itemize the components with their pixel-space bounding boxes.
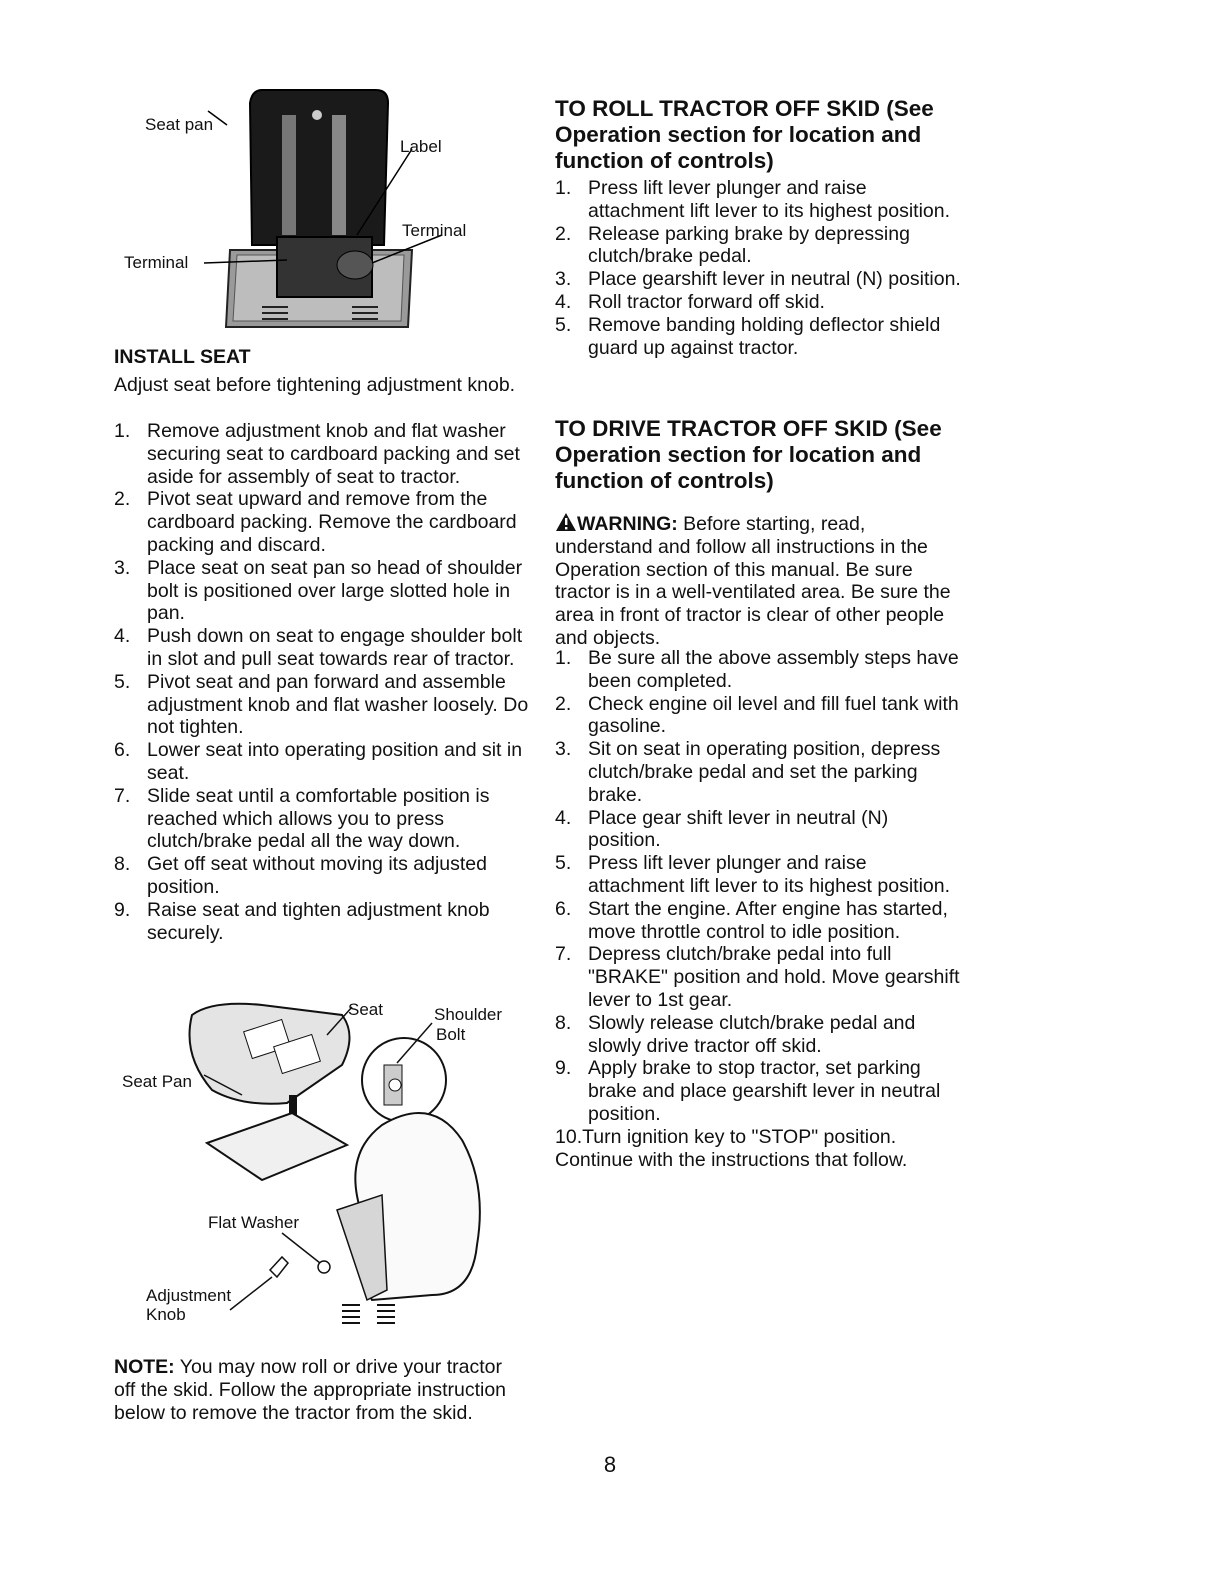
- step-number: 1.: [555, 177, 572, 199]
- step-number: 8.: [555, 1011, 572, 1034]
- step-text: Press lift lever plunger and raise attachment lift lever to its highest position.: [588, 177, 951, 222]
- step-number: 1.: [114, 420, 131, 442]
- bolt-label: Bolt: [436, 1025, 466, 1044]
- step-number: 9.: [114, 898, 131, 921]
- page-number: 8: [603, 1452, 617, 1477]
- step-number: 3.: [555, 738, 572, 761]
- step-number: 6.: [555, 897, 572, 920]
- warning-text: Before starting, read, understand and follow all instructions in the Operation section of this manual. Be sure tractor is in a well-ventilated area. Be sure the area in front of tractor is clear of other people and objects.: [555, 513, 951, 649]
- step-item: [114, 739, 529, 785]
- label-label: Label: [400, 137, 442, 156]
- step-text: Pivot seat upward and remove from the cardboard packing. Remove the cardboard packing and discard.: [147, 488, 517, 556]
- install-seat-heading: INSTALL SEAT: [114, 346, 251, 368]
- step-text: Sit on seat in operating position, depress clutch/brake pedal and set the parking brake.: [588, 738, 941, 806]
- drive-off-step-list: [555, 647, 965, 1126]
- step-text: Push down on seat to engage shoulder bolt in slot and pull seat towards rear of tractor.: [147, 625, 523, 670]
- seat-pan-label-2: Seat Pan: [122, 1072, 192, 1091]
- step-item: [555, 314, 965, 360]
- step-text: Raise seat and tighten adjustment knob securely.: [147, 898, 490, 944]
- step-text: Start the engine. After engine has started, move throttle control to idle position.: [588, 897, 948, 943]
- step-text: Roll tractor forward off skid.: [588, 290, 825, 313]
- step-item: [555, 738, 965, 806]
- step-item: [114, 625, 529, 671]
- note-paragraph: [114, 1356, 524, 1424]
- step-number: 2.: [114, 488, 131, 511]
- step-item: [555, 1057, 965, 1125]
- roll-off-steps: [555, 177, 965, 359]
- step-number: 9.: [555, 1057, 572, 1080]
- step-item: [114, 785, 529, 853]
- install-seat-step-list: [114, 420, 529, 944]
- step-number: 3.: [114, 556, 131, 579]
- flat-washer-label: Flat Washer: [208, 1213, 300, 1232]
- warning-triangle-icon: [555, 512, 577, 532]
- step-number: 5.: [114, 670, 131, 693]
- warning-paragraph: [555, 512, 967, 650]
- step-number: 4.: [555, 806, 572, 829]
- step-text: Slowly release clutch/brake pedal and slowly drive tractor off skid.: [588, 1011, 916, 1057]
- step-item: [555, 223, 965, 269]
- step-number: 3.: [555, 268, 572, 291]
- note-label: NOTE:: [114, 1356, 175, 1378]
- step-number: 5.: [555, 313, 572, 336]
- step-item: [555, 268, 965, 291]
- drive-off-step-10: 10.Turn ignition key to "STOP" position.: [555, 1125, 897, 1148]
- seat-label: Seat: [348, 1000, 383, 1019]
- drive-off-heading: TO DRIVE TRACTOR OFF SKID (See Operation section for location and function of controls): [555, 416, 942, 493]
- step-number: 4.: [555, 290, 572, 313]
- shoulder-label: Shoulder: [434, 1005, 503, 1024]
- terminal-right-label: Terminal: [402, 221, 467, 240]
- step-text: Press lift lever plunger and raise attachment lift lever to its highest position.: [588, 852, 951, 897]
- step-text: Pivot seat and pan forward and assemble adjustment knob and flat washer loosely. Do not tighten.: [147, 670, 529, 739]
- seat-assembly-figure: [112, 995, 532, 1340]
- seat-pan-label: Seat pan: [145, 115, 214, 134]
- step-number: 5.: [555, 852, 572, 875]
- step-item: [114, 488, 529, 556]
- knob-label: Knob: [146, 1305, 186, 1324]
- step-number: 8.: [114, 853, 131, 876]
- adjustment-label: Adjustment: [146, 1286, 232, 1305]
- warning-label: WARNING:: [577, 513, 678, 535]
- step-number: 1.: [555, 647, 572, 669]
- step-number: 7.: [114, 784, 131, 807]
- step-text: Place seat on seat pan so head of shoulder bolt is positioned over large slotted hole in pan.: [147, 556, 523, 625]
- step-number: 2.: [555, 692, 572, 715]
- note-text: You may now roll or drive your tractor off the skid. Follow the appropriate instruction below to remove the tractor from the skid.: [114, 1356, 507, 1424]
- step-number: 7.: [555, 943, 572, 966]
- step-item: [555, 177, 965, 223]
- step-item: [114, 420, 529, 488]
- install-seat-steps: [114, 420, 529, 944]
- step-item: [114, 899, 529, 945]
- step-number: 2.: [555, 222, 572, 245]
- step-item: [114, 671, 529, 739]
- step-text: Remove adjustment knob and flat washer securing seat to cardboard packing and set aside for assembly of seat to tractor.: [147, 420, 520, 488]
- step-number: 4.: [114, 625, 131, 648]
- step-text: Check engine oil level and fill fuel tank with gasoline.: [588, 692, 959, 738]
- step-item: [114, 557, 529, 625]
- drive-off-steps: [555, 647, 965, 1171]
- step-item: [555, 807, 965, 853]
- step-text: Depress clutch/brake pedal into full "BRAKE" position and hold. Move gearshift lever to 1st gear.: [588, 943, 960, 1011]
- step-text: Lower seat into operating position and sit in seat.: [147, 739, 523, 784]
- step-item: [555, 852, 965, 898]
- step-item: [555, 647, 965, 693]
- step-text: Apply brake to stop tractor, set parking brake and place gearshift lever in neutral position.: [588, 1057, 941, 1125]
- install-seat-intro: Adjust seat before tightening adjustment knob.: [114, 374, 516, 396]
- step-item: [555, 943, 965, 1011]
- step-item: [555, 291, 965, 314]
- step-text: Remove banding holding deflector shield guard up against tractor.: [588, 313, 941, 359]
- drive-off-closing: Continue with the instructions that follow.: [555, 1148, 908, 1171]
- step-item: [555, 898, 965, 944]
- step-number: 6.: [114, 739, 131, 762]
- step-item: [555, 693, 965, 739]
- step-text: Place gear shift lever in neutral (N) position.: [588, 806, 889, 852]
- step-text: Place gearshift lever in neutral (N) position.: [588, 268, 961, 291]
- step-text: Slide seat until a comfortable position is reached which allows you to press clutch/brake pedal all the way down.: [147, 784, 490, 853]
- step-text: Get off seat without moving its adjusted position.: [147, 853, 487, 898]
- step-item: [114, 853, 529, 899]
- step-text: Be sure all the above assembly steps have been completed.: [588, 647, 959, 692]
- seat-pan-figure: [112, 85, 492, 335]
- roll-off-step-list: [555, 177, 965, 359]
- step-item: [555, 1012, 965, 1058]
- step-text: Release parking brake by depressing clutch/brake pedal.: [588, 222, 910, 268]
- terminal-left-label: Terminal: [124, 253, 189, 272]
- roll-off-heading: TO ROLL TRACTOR OFF SKID (See Operation section for location and function of controls): [555, 96, 934, 173]
